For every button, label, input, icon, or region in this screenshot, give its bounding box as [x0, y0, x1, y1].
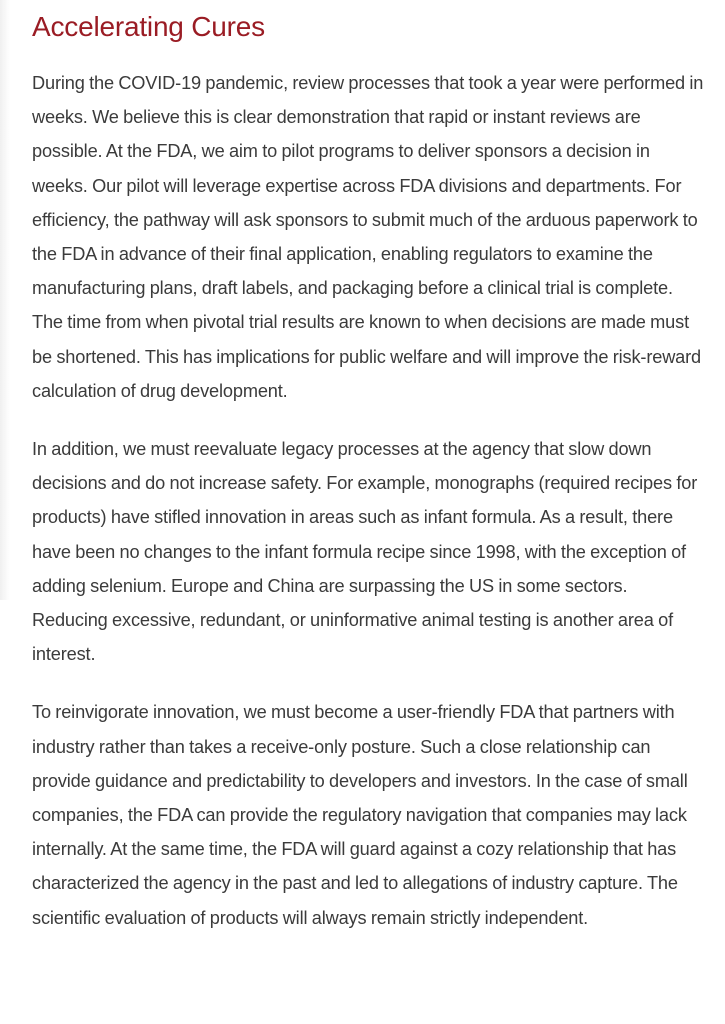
- article-title: Accelerating Cures: [32, 11, 265, 42]
- article-paragraph-1: During the COVID-19 pandemic, review processes that took a year were performed in weeks. We believe this is clear demonstration that rapid or instant reviews are possible. At the FDA, we aim to pilot programs to deliver sponsors a decision in weeks. Our pilot will leverage expertise across FDA divisions and departments. For efficiency, the pathway will ask sponsors to submit much of the arduous paperwork to the FDA in advance of their final application, enabling regulators to examine the manufacturing plans, draft labels, and packaging before a clinical trial is complete. The time from when pivotal trial results are known to when decisions are made must be shortened. This has implications for public welfare and will improve the risk-reward calculation of drug development.: [32, 73, 704, 401]
- page-edge-shadow: [0, 0, 10, 600]
- article-paragraph-2: In addition, we must reevaluate legacy processes at the agency that slow down decisions and do not increase safety. For example, monographs (required recipes for products) have stifled innovation in areas such as infant formula. As a result, there have been no changes to the infant formula recipe since 1998, with the exception of adding selenium. Europe and China are surpassing the US in some sectors. Reducing excessive, redundant, or uninformative animal testing is another area of interest.: [32, 439, 698, 665]
- article: [32, 6, 704, 935]
- article-paragraph-3: To reinvigorate innovation, we must become a user-friendly FDA that partners with industry rather than takes a receive-only posture. Such a close relationship can provide guidance and predictability to developers and investors. In the case of small companies, the FDA can provide the regulatory navigation that companies may lack internally. At the same time, the FDA will guard against a cozy relationship that has characterized the agency in the past and led to allegations of industry capture. The scientific evaluation of products will always remain strictly independent.: [32, 702, 688, 928]
